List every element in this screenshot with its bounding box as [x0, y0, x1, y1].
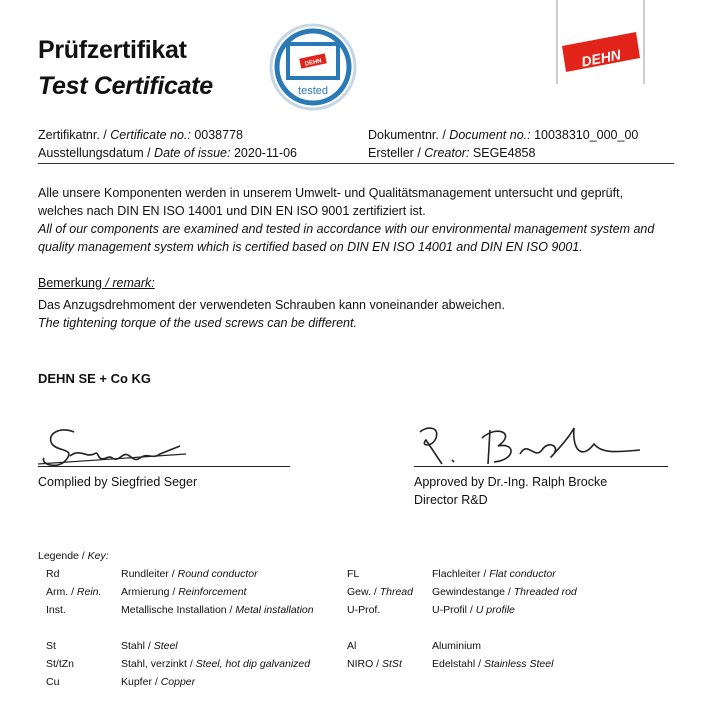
tested-seal-icon	[268, 22, 358, 112]
legend-code: FL	[347, 568, 360, 580]
legend-code: Arm. / Rein.	[46, 586, 102, 598]
document-number: Dokumentnr. / Document no.: 10038310_000_00	[368, 128, 639, 142]
logo-text: DEHN	[580, 46, 622, 70]
company-name: DEHN SE + Co KG	[38, 371, 152, 386]
legend-desc: Flachleiter / Flat conductor	[432, 568, 556, 580]
legend-code: Al	[347, 640, 357, 652]
legend-desc: Kupfer / Copper	[121, 676, 196, 688]
legend-desc: Aluminium	[432, 640, 482, 652]
remark-english: The tightening torque of the used screws can be different.	[38, 316, 357, 330]
legend-code: Cu	[46, 676, 60, 688]
issue-date: Ausstellungsdatum / Date of issue: 2020-11-06	[38, 146, 297, 160]
legend-heading: Legende / Key:	[38, 550, 109, 562]
dehn-logo	[556, 0, 646, 84]
complied-by: Complied by Siegfried Seger	[38, 475, 198, 489]
statement-german: Alle unsere Komponenten werden in unserem Umwelt- und Qualitätsmanagement untersucht und geprüft, welches nach DIN EN ISO 14001 und DIN EN ISO 9001 zertifiziert ist.	[38, 186, 624, 218]
legend-desc: Edelstahl / Stainless Steel	[432, 658, 554, 670]
legend-desc: U-Profil / U profile	[432, 604, 515, 616]
seal-tested-text: tested	[298, 85, 328, 97]
title-german: Prüfzertifikat	[38, 36, 187, 64]
legend-code: U-Prof.	[347, 604, 381, 616]
title-english: Test Certificate	[38, 72, 213, 100]
legend-code: Inst.	[46, 604, 66, 616]
signature-seger	[36, 418, 196, 472]
legend-desc: Armierung / Reinforcement	[121, 586, 247, 598]
legend-code: Gew. / Thread	[347, 586, 413, 598]
legend-desc: Stahl, verzinkt / Steel, hot dip galvanized	[121, 658, 311, 670]
legend-code: NIRO / StSt	[347, 658, 402, 670]
legend-code: Rd	[46, 568, 60, 580]
legend-desc: Stahl / Steel	[121, 640, 178, 652]
legend-code: St	[46, 640, 56, 652]
seal-brand-text: DEHN	[304, 58, 323, 68]
signature-line-right	[414, 466, 668, 467]
header-divider	[38, 163, 674, 164]
approver-role: Director R&D	[414, 493, 488, 507]
legend-desc: Metallische Installation / Metal installation	[121, 604, 314, 616]
statement-english: All of our components are examined and tested in accordance with our environmental management system and quality management system which is certified based on DIN EN ISO 14001 and DIN EN ISO 9001.	[38, 222, 655, 254]
signature-line-left	[38, 466, 290, 467]
remark-heading: Bemerkung / remark:	[38, 276, 155, 290]
signature-brocke	[412, 420, 652, 472]
certificate-number: Zertifikatnr. / Certificate no.: 0038778	[38, 128, 243, 142]
legend-desc: Gewindestange / Threaded rod	[432, 586, 577, 598]
remark-german: Das Anzugsdrehmoment der verwendeten Schrauben kann voneinander abweichen.	[38, 298, 505, 312]
approved-by: Approved by Dr.-Ing. Ralph Brocke	[414, 475, 608, 489]
legend-desc: Rundleiter / Round conductor	[121, 568, 258, 580]
creator: Ersteller / Creator: SEGE4858	[368, 146, 536, 160]
legend-code: St/tZn	[46, 658, 75, 670]
